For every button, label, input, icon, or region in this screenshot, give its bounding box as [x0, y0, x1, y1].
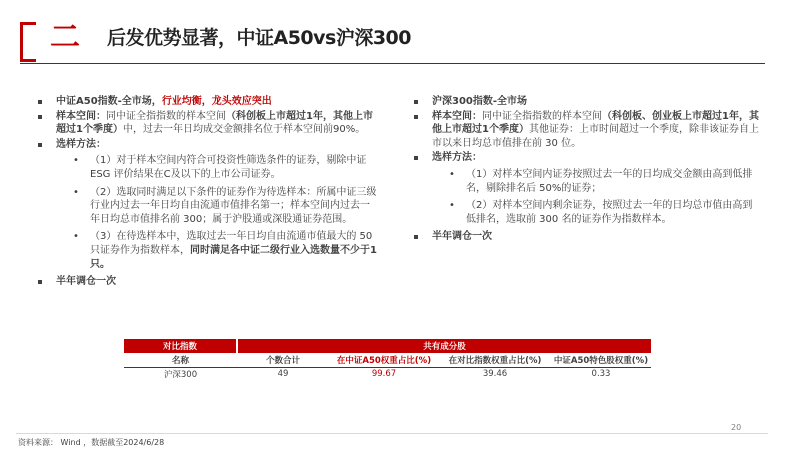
bullet-item	[38, 95, 378, 109]
section-number: 二	[50, 20, 80, 55]
highlight-text: 行业均衡，龙头效应突出	[161, 96, 272, 107]
bullet-item	[38, 110, 378, 137]
column-header-count: 个数合计	[237, 353, 329, 367]
bullet-icon	[414, 100, 418, 104]
header-cell-common-constituents: 共有成分股	[237, 339, 651, 353]
sub-bullet-text: （2）对样本空间内剩余证券，按照过去一年的日均总市值由高到低排名，选取前 300 名的证券作为指数样本。	[466, 200, 753, 225]
bullet-item	[414, 95, 759, 109]
bullet-text: 同中证全指指数的样本空间	[482, 110, 602, 122]
bullet-bold-text: （科创板、创业板上市超过1年，其他上市超过1个季度）	[432, 110, 759, 136]
cell-count: 49	[277, 369, 289, 380]
bullet-item	[38, 138, 378, 152]
cell-special-weight: 0.33	[591, 369, 611, 380]
sub-bullet-icon: •	[73, 155, 79, 167]
sub-bullet-item	[38, 186, 378, 227]
bullet-label: 中证A50指数-全市场，	[56, 96, 162, 107]
bullet-item	[414, 110, 759, 151]
bullet-bold-text: （科创板上市超过1年，其他上市超过1个季度）	[56, 110, 373, 136]
cell-a50-weight: 99.67	[371, 369, 397, 380]
bullet-text: 中，过去一年日均成交金额排名位于样本空间前90%。	[122, 124, 366, 136]
source-note: 资料来源： Wind ，数据截至2024/6/28	[18, 438, 165, 447]
header-cell-compare-index: 对比指数	[124, 339, 237, 353]
sub-bullet-item	[38, 154, 378, 181]
bullet-icon	[38, 115, 42, 119]
footer-divider	[16, 433, 768, 434]
bullet-label: 选样方法：	[56, 138, 106, 150]
sub-bullet-icon: •	[449, 200, 455, 212]
bullet-icon	[414, 235, 418, 239]
bullet-icon	[414, 115, 418, 119]
bullet-item	[414, 230, 759, 244]
bullet-text: 同中证全指指数的样本空间	[106, 110, 226, 122]
sub-bullet-icon: •	[449, 168, 455, 180]
cell-compare-weight: 39.46	[482, 369, 508, 380]
cell-name: 沪深300	[163, 370, 198, 381]
bullet-label: 样本空间：	[56, 110, 106, 122]
right-column-csi300	[414, 95, 759, 245]
column-header-compare-weight: 在对比指数权重占比(%)	[439, 353, 551, 367]
sub-bullet-icon: •	[73, 186, 79, 198]
table-row	[124, 367, 651, 381]
sub-bullet-text: （3）在待选样本中，选取过去一年日均自由流通市值最大的 50 只证券作为指数样本，	[90, 231, 373, 256]
bullet-label: 半年调仓一次	[432, 231, 492, 243]
table-subheader-row	[124, 353, 651, 367]
sub-bullet-text: （1）对样本空间内证券按照过去一年的日均成交金额由高到低排名，剔除排名后 50%的证券；	[466, 168, 753, 194]
column-header-special-weight: 中证A50特色股权重(%)	[551, 353, 651, 367]
bullet-icon	[38, 280, 42, 284]
title-divider	[20, 63, 765, 64]
bullet-item	[38, 275, 378, 289]
sub-bullet-item	[414, 168, 759, 195]
page-number: 20	[731, 423, 742, 432]
bullet-label: 样本空间：	[432, 110, 482, 122]
sub-bullet-item	[414, 199, 759, 226]
bullet-label: 选样方法：	[432, 152, 482, 164]
sub-bullet-icon: •	[73, 231, 79, 243]
table-header-row	[124, 339, 651, 353]
title-bracket-decoration	[20, 22, 36, 62]
bullet-icon	[38, 143, 42, 147]
bullet-label: 沪深300指数-全市场	[432, 96, 528, 107]
sub-bullet-bold-text: 同时满足各中证二级行业入选数量不少于1只。	[90, 244, 377, 270]
left-column-a50	[38, 95, 378, 290]
bullet-item	[414, 151, 759, 165]
comparison-table	[124, 339, 651, 381]
slide-title: 后发优势显著，中证A50vs沪深300	[107, 27, 412, 49]
slide-header	[0, 0, 800, 66]
bullet-text: 其他证券：上市时间超过一个季度，除非该证券自上市以来日均总市值排在前 30 位。	[432, 124, 759, 149]
bullet-icon	[414, 156, 418, 160]
column-header-a50-weight: 在中证A50权重占比(%)	[329, 353, 439, 367]
column-header-name: 名称	[124, 353, 237, 367]
bullet-icon	[38, 100, 42, 104]
sub-bullet-item	[38, 230, 378, 271]
bullet-label: 半年调仓一次	[56, 276, 116, 288]
sub-bullet-text: （2）选取同时满足以下条件的证券作为待选样本：所属中证三级行业内过去一年日均自由流通市值排名第一；样本空间内过去一年日均总市值排名前 300；属于沪股通或深股通证券范围。	[90, 186, 377, 225]
sub-bullet-text: （1）对于样本空间内符合可投资性筛选条件的证券，剔除中证 ESG 评价结果在C及以下的上市公司证券。	[90, 155, 367, 180]
